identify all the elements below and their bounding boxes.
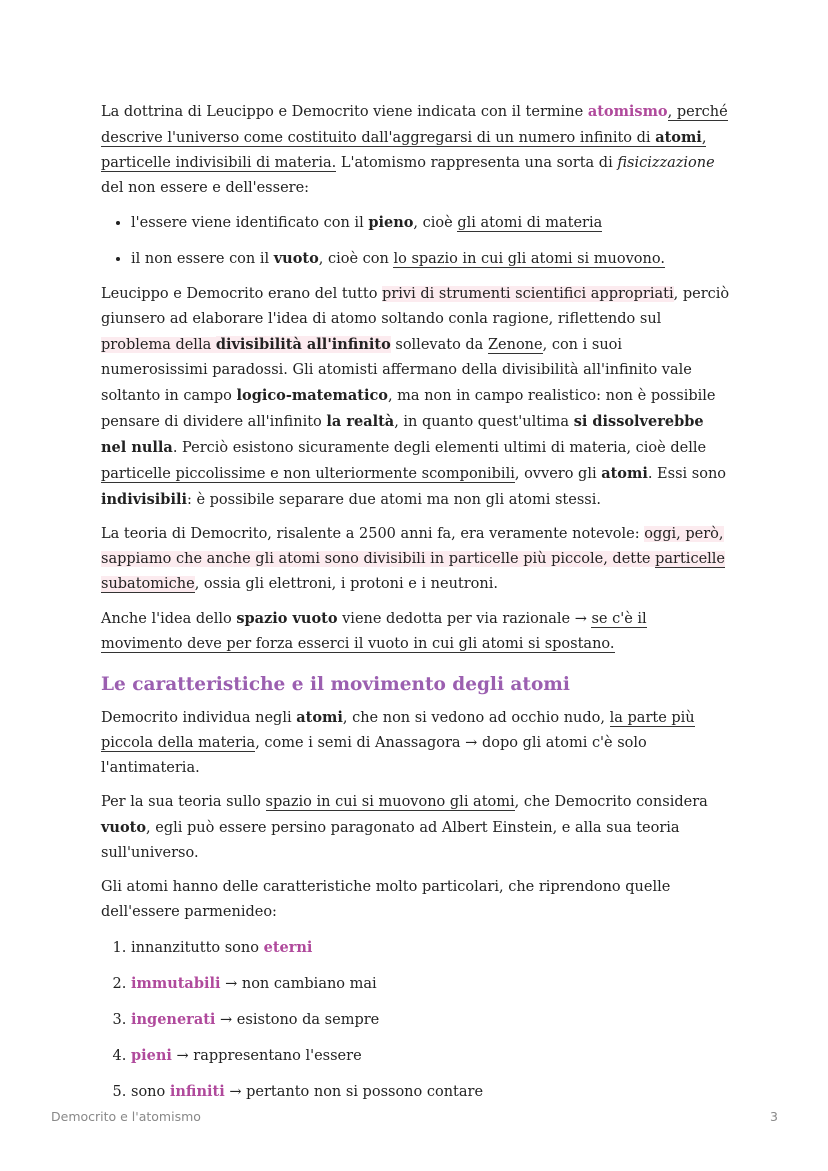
numbered-list: [101, 935, 731, 1105]
list-item: • l'essere viene identificato con il pieno, cioè gli atomi di materia: [131, 210, 731, 236]
paragraph-atoms: Democrito individua negli atomi, che non si vedono ad occhio nudo, la parte più piccola della materia, come i semi di Anassagora → dopo gli atomi c'è solo l'antimateria.: [101, 709, 695, 776]
paragraph-characteristics: Gli atomi hanno delle caratteristiche molto particolari, che riprendono quelle dell'essere parmenideo:: [101, 879, 671, 920]
list-item: 3. ingenerati → esistono da sempre: [131, 1007, 731, 1033]
list-item: 5. sono infiniti → pertanto non si possono contare: [131, 1079, 731, 1105]
paragraph-intro: La dottrina di Leucippo e Democrito viene indicata con il termine atomismo, perché descrive l'universo come costituito dall'aggregarsi di un numero infinito di atomi, particelle indivisibili di materia. L'atomismo rappresenta una sorta di fisicizzazione del non essere e dell'essere:: [101, 103, 728, 196]
page-number: 3: [770, 1109, 778, 1124]
list-item: • il non essere con il vuoto, cioè con lo spazio in cui gli atomi si muovono.: [131, 246, 731, 272]
page-footer: [51, 1109, 778, 1124]
paragraph-einstein: Per la sua teoria sullo spazio in cui si muovono gli atomi, che Democrito considera vuoto, egli può essere persino paragonato ad Albert Einstein, e alla sua teoria sull'universo.: [101, 794, 708, 861]
section-heading: Le caratteristiche e il movimento degli atomi: [101, 674, 570, 695]
footer-title: Democrito e l'atomismo: [51, 1109, 201, 1124]
document-body: [101, 99, 731, 1115]
term-atomismo: atomismo: [587, 103, 668, 120]
list-item: 1. innanzitutto sono eterni: [131, 935, 731, 961]
paragraph-empty-space: Anche l'idea dello spazio vuoto viene dedotta per via razionale → se c'è il movimento deve per forza esserci il vuoto in cui gli atomi si spostano.: [101, 610, 647, 652]
paragraph-democrito-theory: La teoria di Democrito, risalente a 2500 anni fa, era veramente notevole: oggi, però, sappiamo che anche gli atomi sono divisibili in particelle più piccole, dette particelle subatomiche, ossia gli elettroni, i protoni e i neutroni.: [101, 526, 726, 592]
bullet-list: [101, 210, 731, 272]
list-item: 2. immutabili → non cambiano mai: [131, 971, 731, 997]
paragraph-divisibility: Leucippo e Democrito erano del tutto privi di strumenti scientifici appropriati, perciò giunsero ad elaborare l'idea di atomo soltando conla ragione, riflettendo sul problema della divisibilità all'infinito sollevato da Zenone, con i suoi numerosissimi paradossi. Gli atomisti affermano della divisibilità all'infinito vale soltanto in campo logico-matematico, ma non in campo realistico: non è possibile pensare di dividere all'infinito la realtà, in quanto quest'ultima si dissolverebbe nel nulla. Perciò esistono sicuramente degli elementi ultimi di materia, cioè delle particelle piccolissime e non ulteriormente scomponibili, ovvero gli atomi. Essi sono indivisibili: è possibile separare due atomi ma non gli atomi stessi.: [101, 286, 730, 508]
list-item: 4. pieni → rappresentano l'essere: [131, 1043, 731, 1069]
